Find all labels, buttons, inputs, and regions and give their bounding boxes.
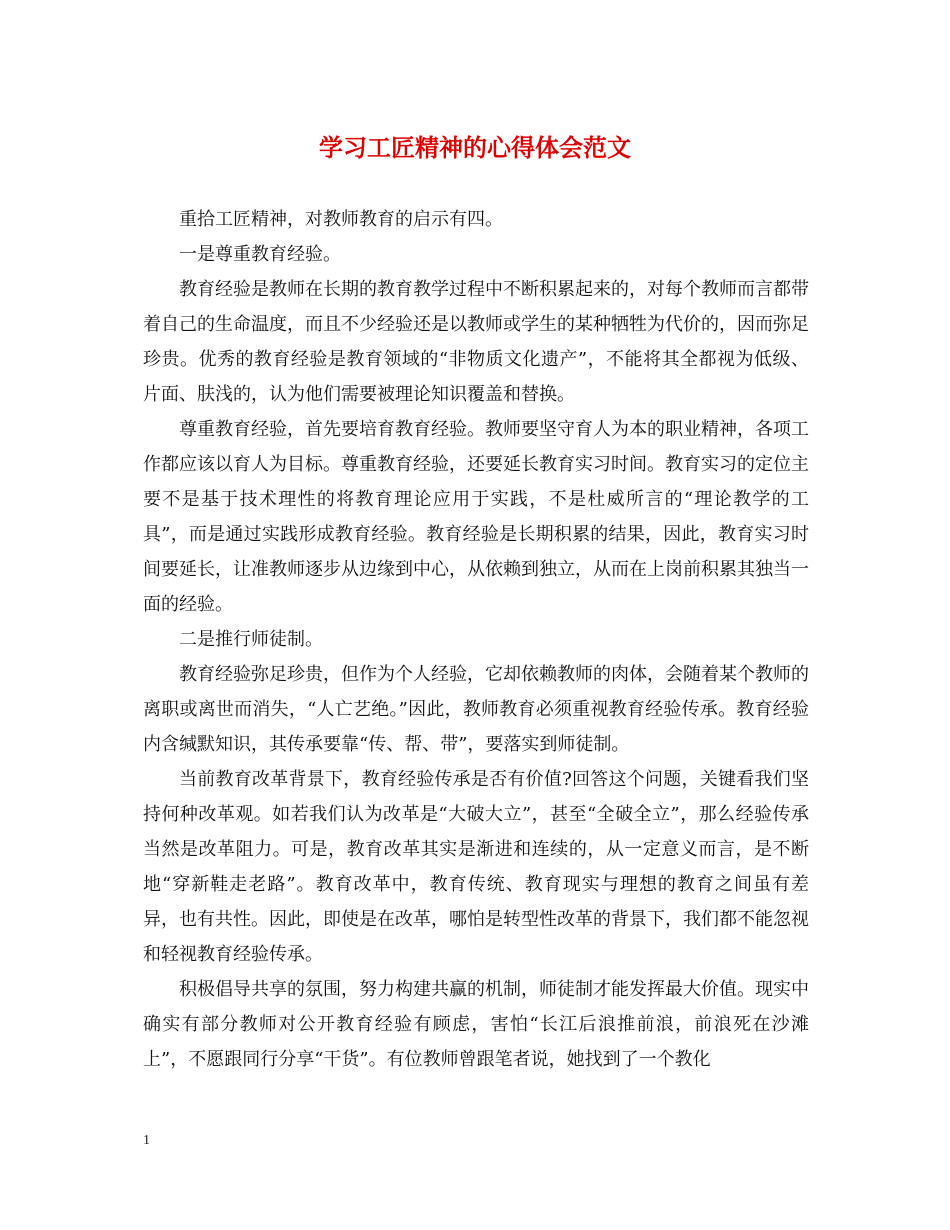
page-number: 1 xyxy=(143,1133,150,1148)
document-body xyxy=(143,202,809,1077)
paragraph: 二是推行师徒制。 xyxy=(179,629,323,650)
document-title: 学习工匠精神的心得体会范文 xyxy=(319,133,631,162)
paragraph: 教育经验弥足珍贵，但作为个人经验，它却依赖教师的肉体，会随着某个教师的离职或离世而消失，“人亡艺绝。”因此，教师教育必须重视教育经验传承。教育经验内含缄默知识，其传承要靠“传、帮、带”，要落实到师徒制。 xyxy=(143,664,809,755)
paragraph: 尊重教育经验，首先要培育教育经验。教师要坚守育人为本的职业精神，各项工作都应该以育人为目标。尊重教育经验，还要延长教育实习时间。教育实习的定位主要不是基于技术理性的将教育理论应用于实践，不是杜威所言的“理论教学的工具”，而是通过实践形成教育经验。教育经验是长期积累的结果，因此，教育实习时间要延长，让准教师逐步从边缘到中心，从依赖到独立，从而在上岗前积累其独当一面的经验。 xyxy=(143,419,809,615)
paragraph: 教育经验是教师在长期的教育教学过程中不断积累起来的，对每个教师而言都带着自己的生命温度，而且不少经验还是以教师或学生的某种牺牲为代价的，因而弥足珍贵。优秀的教育经验是教育领域的“非物质文化遗产”，不能将其全都视为低级、片面、肤浅的，认为他们需要被理论知识覆盖和替换。 xyxy=(143,279,809,405)
paragraph: 积极倡导共享的氛围，努力构建共赢的机制，师徒制才能发挥最大价值。现实中确实有部分教师对公开教育经验有顾虑，害怕“长江后浪推前浪，前浪死在沙滩上”，不愿跟同行分享“干货”。有位教师曾跟笔者说，她找到了一个教化 xyxy=(143,979,809,1070)
paragraph: 重拾工匠精神，对教师教育的启示有四。 xyxy=(179,209,503,230)
paragraph: 一是尊重教育经验。 xyxy=(179,244,341,265)
paragraph: 当前教育改革背景下，教育经验传承是否有价值?回答这个问题，关键看我们坚持何种改革观。如若我们认为改革是“大破大立”，甚至“全破全立”，那么经验传承当然是改革阻力。可是，教育改革其实是渐进和连续的，从一定意义而言，是不断地“穿新鞋走老路”。教育改革中，教育传统、教育现实与理想的教育之间虽有差异，也有共性。因此，即使是在改革，哪怕是转型性改革的背景下，我们都不能忽视和轻视教育经验传承。 xyxy=(143,769,809,965)
